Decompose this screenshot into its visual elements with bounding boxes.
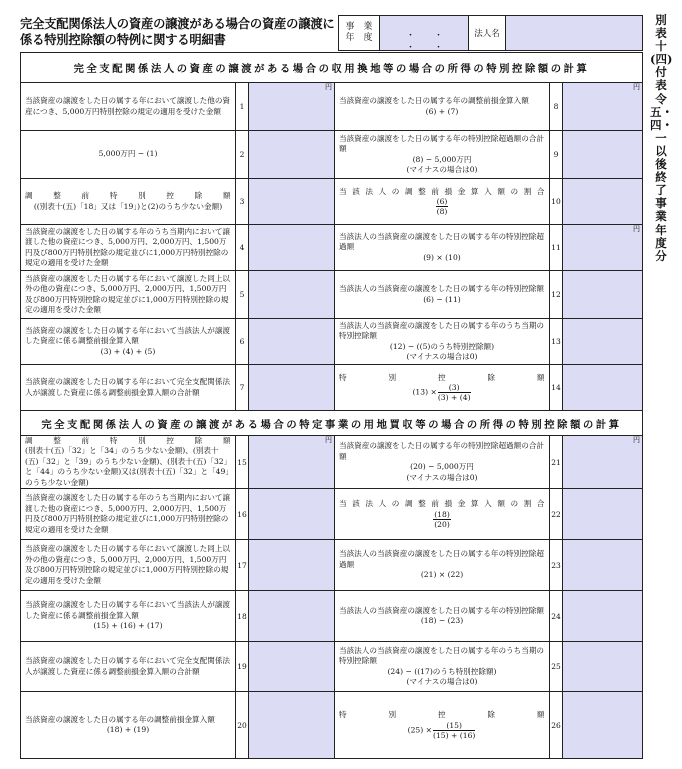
item-text-block (25, 273, 231, 316)
right-item-number: 23 (549, 540, 563, 590)
right-item-number: 22 (549, 489, 563, 539)
left-amount-input[interactable] (249, 319, 335, 364)
fraction-numerator: (18) (434, 509, 450, 519)
right-item-description (335, 642, 549, 691)
left-item-description (21, 591, 235, 641)
left-item-number: 2 (235, 131, 249, 178)
right-item-description (335, 436, 549, 488)
item-label: 調 整 前 特 別 控 除 額 (25, 191, 231, 200)
fraction-denominator: (3) + (4) (437, 393, 471, 403)
formula-prefix: (25) × (407, 725, 432, 735)
item-label: 当該資産の譲渡をした日の属する年において譲渡した同上以外の他の資産につき、5,000万円、2,000万円、1,500万円及び800万円特別控除の規定並びに1,000万円特別控除の規定の適用を受けた金額 (25, 273, 231, 314)
right-amount-input[interactable] (563, 489, 642, 539)
item-label: 当該資産の譲渡をした日の属する年の特別控除超過額の合計額 (339, 441, 545, 461)
left-item-description (21, 83, 235, 130)
left-amount-input[interactable] (249, 365, 335, 410)
item-formula: (20) − 5,000万円 (410, 462, 474, 471)
left-item-number: 3 (235, 179, 249, 224)
left-amount-input[interactable] (249, 436, 335, 488)
item-label: 当該法人の当該資産の譲渡をした日の属する年の特別控除超過額 (339, 549, 545, 569)
left-item-number: 6 (235, 319, 249, 364)
fraction (433, 721, 475, 740)
right-amount-input[interactable] (563, 365, 642, 410)
item-label: 特 別 控 除 額 (339, 372, 545, 382)
item-label: 当該法人の当該資産の譲渡をした日の属する年のうち当期の特別控除額 (339, 320, 545, 340)
item-text-block (25, 181, 231, 222)
left-item-number: 15 (235, 436, 249, 488)
section1-title: 完全支配関係法人の資産の譲渡がある場合の収用換地等の場合の所得の特別控除額の計算 (21, 53, 642, 83)
form-row (21, 489, 642, 540)
right-item-description (335, 591, 549, 641)
right-item-description (335, 540, 549, 590)
left-item-number: 20 (235, 692, 249, 758)
item-label: 当該法人の調整前損金算入額の割合 (339, 186, 545, 196)
item-text-block (25, 542, 231, 588)
right-item-description (335, 225, 549, 270)
item-label: 当該資産の譲渡をした日の属する年のうち当期内において譲渡した他の資産につき、5,000万円、2,000万円、1,500万円及び800万円特別控除の規定並びに1,000万円特別控除の規定の適用を受けた金額 (25, 493, 231, 534)
item-formula: (6) − (11) (423, 294, 461, 304)
left-amount-input[interactable] (249, 225, 335, 270)
item-label: 当該法人の当該資産の譲渡をした日の属する年のうち当期の特別控除額 (339, 645, 545, 665)
right-item-description (335, 692, 549, 758)
right-amount-input[interactable] (563, 540, 642, 590)
form-row (21, 225, 642, 271)
right-item-number: 8 (549, 83, 563, 130)
item-label: 当該資産の譲渡をした日の属する年の調整前損金算入額 (339, 96, 529, 105)
item-formula: (8) − 5,000万円 (412, 154, 472, 164)
right-item-number: 21 (549, 436, 563, 488)
right-amount-input[interactable] (563, 692, 642, 758)
yen-unit: 円 (633, 436, 640, 444)
left-amount-input[interactable] (249, 179, 335, 224)
corp-name-field[interactable] (506, 16, 642, 50)
item-text-block (25, 227, 231, 268)
right-item-number: 12 (549, 271, 563, 318)
right-item-number: 11 (549, 225, 563, 270)
item-label: 当該法人の当該資産の譲渡をした日の属する年の特別控除額 (339, 284, 545, 293)
form-row (21, 131, 642, 179)
form-row (21, 591, 642, 642)
item-formula: 5,000万円 − (1) (98, 149, 158, 159)
ratio-formula (339, 197, 545, 216)
left-item-description (21, 692, 235, 758)
form-row (21, 319, 642, 365)
right-amount-input[interactable] (563, 271, 642, 318)
left-item-number: 7 (235, 365, 249, 410)
left-amount-input[interactable] (249, 83, 335, 130)
left-item-description (21, 319, 235, 364)
date-separator: ・ (434, 43, 444, 53)
left-item-number: 4 (235, 225, 249, 270)
left-item-description (21, 642, 235, 691)
form-row (21, 692, 642, 758)
left-item-description (21, 131, 235, 178)
fraction-numerator: (15) (433, 721, 475, 731)
left-amount-input[interactable] (249, 642, 335, 691)
fiscal-year-label-line1: 事 業 (345, 22, 373, 32)
right-amount-input[interactable] (563, 319, 642, 364)
deduction-formula (339, 383, 545, 402)
item-text-block (339, 644, 545, 689)
right-item-description (335, 365, 549, 410)
item-note: (マイナスの場合は0) (406, 472, 478, 482)
left-amount-input[interactable] (249, 540, 335, 590)
form-row (21, 271, 642, 319)
left-item-number: 18 (235, 591, 249, 641)
item-label: 特 別 控 除 額 (339, 710, 545, 720)
left-amount-input[interactable] (249, 692, 335, 758)
right-item-number: 9 (549, 131, 563, 178)
right-item-description (335, 131, 549, 178)
right-amount-input[interactable] (563, 642, 642, 691)
ratio-formula (339, 510, 545, 529)
form-row (21, 365, 642, 410)
left-item-description (21, 540, 235, 590)
yen-unit: 円 (325, 83, 332, 91)
right-item-number: 10 (549, 179, 563, 224)
form-frame (20, 52, 643, 759)
left-item-description (21, 436, 235, 488)
item-formula: (18) + (19) (106, 725, 150, 734)
item-formula: (別表十(五)「32」と「34」のうち少ない金額)、(別表十(五)「32」と「39」のうち少ない金額)、(別表十(五)「32」と「44」のうち少ない金額)又は(別表十(五)「32」と「49」のうち少ない金額) (25, 446, 230, 487)
item-label: 当該資産の譲渡をした日の属する年において完全支配関係法人が譲渡した資産に係る調整前損金算入額の合計額 (25, 377, 231, 397)
form-row (21, 436, 642, 489)
date-separator: ・ (434, 31, 444, 41)
left-item-number: 1 (235, 83, 249, 130)
right-item-description (335, 179, 549, 224)
fraction (436, 197, 449, 216)
item-formula: (24) − ((17)のうち特別控除額) (387, 666, 497, 676)
left-item-number: 5 (235, 271, 249, 318)
fraction-denominator: (15) + (16) (433, 730, 476, 740)
item-text-block (339, 227, 545, 268)
right-amount-input[interactable] (563, 131, 642, 178)
item-formula: (3) + (4) + (5) (100, 346, 156, 356)
left-item-description (21, 271, 235, 318)
right-item-number: 25 (549, 642, 563, 691)
item-label: 当該資産の譲渡をした日の属する年の調整前損金算入額 (25, 714, 215, 724)
fraction-denominator: (8) (436, 207, 448, 217)
right-amount-input[interactable] (563, 225, 642, 270)
item-formula: (12) − ((5)のうち特別控除額) (389, 341, 495, 351)
item-formula: (21) × (22) (420, 570, 464, 580)
item-label: 当該資産の譲渡をした日の属する年のうち当期内において譲渡した他の資産につき、5,000万円、2,000万円、1,500万円及び800万円特別控除の規定並びに1,000万円特別控除の規定の適用を受けた金額 (25, 226, 231, 267)
right-amount-input[interactable] (563, 591, 642, 641)
deduction-formula (339, 721, 545, 740)
item-note: (マイナスの場合は0) (406, 165, 478, 174)
yen-unit: 円 (325, 436, 332, 444)
left-amount-input[interactable] (249, 271, 335, 318)
item-text-block (25, 593, 231, 639)
right-item-description (335, 83, 549, 130)
item-label: 当該資産の譲渡をした日の属する年の特別控除超過額の合計額 (339, 133, 545, 153)
date-separator: ・ (406, 31, 416, 41)
item-formula: (15) + (16) + (17) (93, 621, 163, 631)
right-item-number: 26 (549, 692, 563, 758)
left-amount-input[interactable] (249, 131, 335, 178)
left-item-number: 17 (235, 540, 249, 590)
right-item-description (335, 271, 549, 318)
form-row (21, 540, 642, 591)
fraction-denominator: (20) (434, 519, 450, 529)
right-amount-input[interactable] (563, 83, 642, 130)
item-text-block (25, 694, 231, 756)
left-item-number: 19 (235, 642, 249, 691)
section2-title: 完全支配関係法人の資産の譲渡がある場合の特定事業の用地買収等の場合の所得の特別控除額の計算 (21, 410, 642, 436)
fiscal-year-label-line2: 年 度 (345, 33, 373, 43)
form-title: 完全支配関係法人の資産の譲渡がある場合の資産の譲渡に係る特別控除額の特例に関する明細書 (20, 16, 335, 47)
form-row (21, 179, 642, 225)
right-item-description (335, 319, 549, 364)
left-item-description (21, 365, 235, 410)
item-text-block (339, 133, 545, 176)
item-text-block (339, 593, 545, 639)
header-info-box (338, 15, 643, 51)
date-separator: ・ (406, 43, 416, 53)
item-label: 当該資産の譲渡をした日の属する年において譲渡した同上以外の他の資産につき、5,000万円、2,000万円、1,500万円及び800万円特別控除の規定並びに1,000万円特別控除の規定の適用を受けた金額 (25, 544, 231, 585)
yen-unit: 円 (633, 225, 640, 233)
item-label: 当該法人の当該資産の譲渡をした日の属する年の特別控除超過額 (339, 231, 545, 252)
right-amount-input[interactable] (563, 179, 642, 224)
left-item-description (21, 225, 235, 270)
item-label: 当該資産の譲渡をした日の属する年において当該法人が譲渡した資産に係る調整前損金算入額 (25, 600, 231, 620)
item-text-block (25, 644, 231, 689)
left-amount-input[interactable] (249, 489, 335, 539)
left-item-description (21, 489, 235, 539)
item-label: 当該資産の譲渡をした日の属する年において当該法人が譲渡した資産に係る調整前損金算入額 (25, 325, 231, 346)
item-label: 当該法人の当該資産の譲渡をした日の属する年の特別控除額 (339, 605, 545, 615)
right-item-description (335, 489, 549, 539)
item-label: 当該法人の調整前損金算入額の割合 (339, 499, 545, 509)
item-label: 当該資産の譲渡をした日の属する年において譲渡した他の資産につき、5,000万円特別控除の規定の適用を受けた金額 (25, 96, 231, 116)
fraction (433, 510, 451, 529)
item-text-block (339, 438, 545, 486)
fraction-numerator: (3) (438, 383, 471, 393)
item-text-block (339, 321, 545, 362)
item-text-block (339, 542, 545, 588)
fraction-numerator: (6) (436, 197, 448, 207)
item-text-block (339, 694, 545, 756)
item-text-block (25, 435, 231, 487)
left-amount-input[interactable] (249, 591, 335, 641)
item-text-block (339, 491, 545, 537)
fraction (438, 383, 471, 402)
item-text-block (25, 367, 231, 408)
item-text-block (339, 367, 545, 408)
item-text-block (339, 273, 545, 316)
side-form-label: 別表十(四)付表 令五・四・一以後終了事業年度分 (650, 13, 679, 263)
right-item-number: 13 (549, 319, 563, 364)
item-text-block (25, 85, 231, 128)
right-amount-input[interactable] (563, 436, 642, 488)
right-item-number: 14 (549, 365, 563, 410)
item-text-block (339, 85, 545, 128)
item-note: (マイナスの場合は0) (406, 352, 478, 361)
item-formula: ((別表十(五)「18」又は「19」)と(2)のうち少ない金額) (33, 201, 223, 211)
left-item-description (21, 179, 235, 224)
item-formula: (9) × (10) (423, 252, 461, 262)
fiscal-year-label (339, 16, 380, 50)
right-item-number: 24 (549, 591, 563, 641)
item-label: 調 整 前 特 別 控 除 額 (25, 435, 231, 445)
item-note: (マイナスの場合は0) (406, 677, 478, 686)
corp-name-label: 法人名 (469, 16, 506, 50)
left-item-number: 16 (235, 489, 249, 539)
item-text-block (25, 133, 231, 176)
form-row (21, 83, 642, 131)
item-text-block (339, 181, 545, 222)
form-row (21, 642, 642, 692)
item-text-block (25, 491, 231, 537)
item-formula: (6) + (7) (425, 106, 459, 116)
item-formula: (18) − (23) (420, 616, 464, 625)
fiscal-year-field[interactable] (380, 16, 469, 53)
item-text-block (25, 321, 231, 362)
formula-prefix: (13) × (412, 387, 437, 397)
item-label: 当該資産の譲渡をした日の属する年において完全支配関係法人が譲渡した資産に係る調整前損金算入額の合計額 (25, 656, 231, 676)
yen-unit: 円 (633, 83, 640, 91)
